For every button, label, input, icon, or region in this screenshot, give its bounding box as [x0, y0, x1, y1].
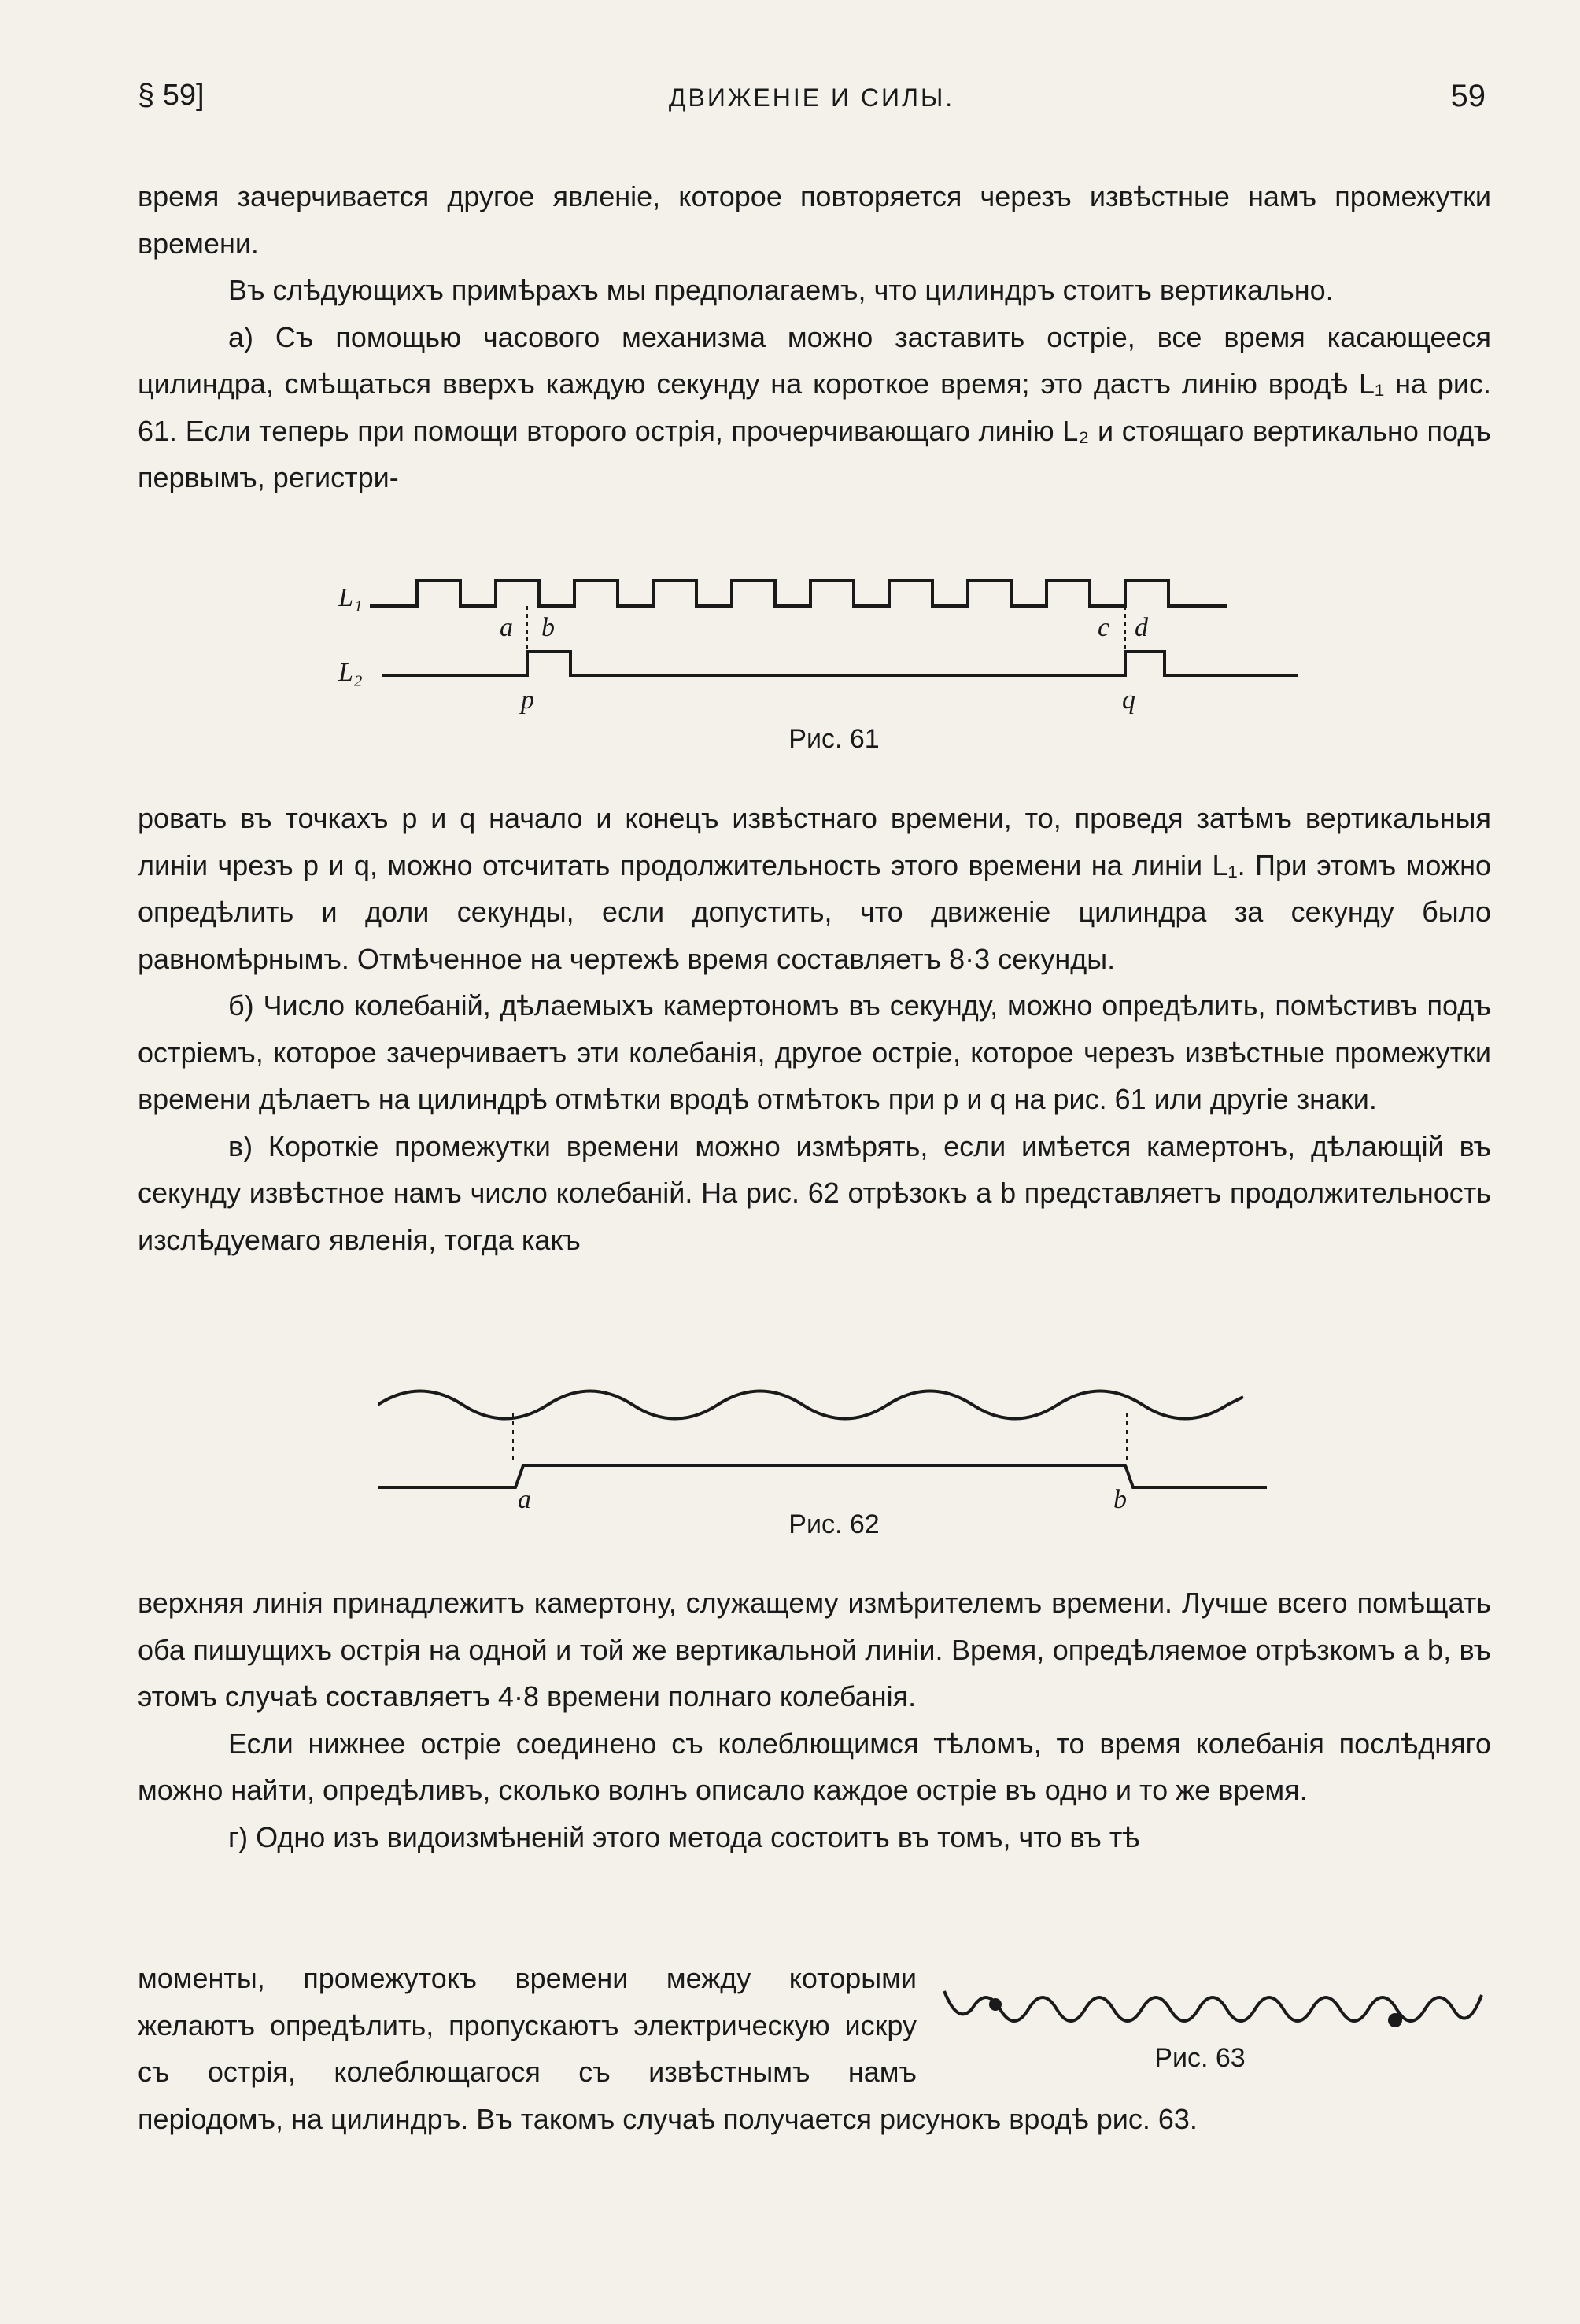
text-block-2 — [138, 795, 1491, 1263]
paragraph: верхняя линія принадлежитъ камертону, служащему измѣрителемъ времени. Лучше всего помѣщать оба пишущихъ острія на одной и той же вертикальной линіи. Время, опредѣляемое отрѣзкомъ a b, въ этомъ случаѣ составляетъ 4·8 времени полнаго колебанія. — [138, 1587, 1491, 1713]
text-block-1 — [138, 173, 1491, 501]
page-number: 59 — [1450, 79, 1486, 113]
running-title: ДВИЖЕНІЕ И СИЛЫ. — [668, 83, 955, 112]
label-c: c — [1098, 613, 1110, 642]
label-b: b — [1113, 1485, 1127, 1511]
paragraph: Если нижнее остріе соединено съ колеблющимся тѣломъ, то время колебанія послѣдняго можно найти, опредѣливъ, сколько волнъ описало каждое остріе въ одно и то же время. — [138, 1727, 1491, 1806]
section-marker: § 59] — [138, 79, 205, 112]
label-b: b — [541, 613, 555, 642]
figure-63 — [940, 1971, 1491, 2042]
paragraph: время зачерчивается другое явленіе, которое повторяется черезъ извѣстные намъ промежутки времени. — [138, 180, 1491, 260]
line-l2-trace — [382, 652, 1298, 675]
figure-61-caption: Рис. 61 — [788, 724, 880, 754]
line-l1-trace — [370, 581, 1227, 606]
spark-mark-start — [989, 1998, 1002, 2011]
paragraph: Въ слѣдующихъ примѣрахъ мы предполагаемъ, что цилиндръ стоитъ вертикально. — [228, 274, 1334, 306]
figure-62-caption: Рис. 62 — [788, 1509, 880, 1539]
paragraph: моменты, промежутокъ времени между которыми желаютъ опредѣлить, пропускаютъ электрическую искру съ острія, колеблющагося съ извѣстнымъ намъ періодомъ, на цилиндръ. Въ такомъ случаѣ получается рисунокъ вродѣ рис. 63. — [138, 1962, 1198, 2135]
spark-mark-end — [1388, 2013, 1402, 2027]
label-p: p — [521, 685, 534, 715]
label-q: q — [1122, 685, 1135, 715]
paragraph: а) Съ помощью часового механизма можно заставить остріе, все время касающееся цилиндра, смѣщаться вверхъ каждую секунду на короткое время; это дастъ линію вродѣ L₁ на рис. 61. Если теперь при помощи второго острія, прочерчивающаго линію L₂ и стоящаго вертикально подъ первымъ, регистри- — [138, 320, 1491, 493]
tuning-fork-wave — [378, 1391, 1243, 1419]
paragraph: ровать въ точкахъ p и q начало и конецъ извѣстнаго времени, то, проведя затѣмъ вертикальныя линіи чрезъ p и q, можно отсчитать продолжительность этого времени на линіи L₁. При этомъ можно опредѣлить и доли секунды, если допустить, что движеніе цилиндра за секунду было равномѣрнымъ. Отмѣченное на чертежѣ время составляетъ 8·3 секунды. — [138, 802, 1491, 975]
running-header — [138, 79, 1486, 126]
paragraph: б) Число колебаній, дѣлаемыхъ камертономъ въ секунду, можно опредѣлить, помѣстивъ подъ остріемъ, которое зачерчиваетъ эти колебанія, другое остріе, которое черезъ извѣстные промежутки времени дѣлаетъ на цилиндрѣ отмѣтки вродѣ отмѣтокъ при p и q на рис. 61 или другіе знаки. — [138, 989, 1491, 1115]
figure-61 — [338, 559, 1306, 724]
label-a: a — [518, 1485, 531, 1511]
label-d: d — [1135, 613, 1148, 642]
paragraph: г) Одно изъ видоизмѣненій этого метода состоитъ въ томъ, что въ тѣ — [228, 1820, 1140, 1853]
label-l2: L₂ — [338, 658, 363, 687]
figure-62 — [378, 1377, 1283, 1511]
event-trace — [378, 1465, 1267, 1487]
paragraph: в) Короткіе промежутки времени можно измѣрять, если имѣется камертонъ, дѣлающій въ секунду извѣстное намъ число колебаній. На рис. 62 отрѣзокъ a b представляетъ продолжительность изслѣдуемаго явленія, тогда какъ — [138, 1129, 1491, 1256]
label-a: a — [500, 613, 513, 642]
figure-63-caption: Рис. 63 — [1154, 2043, 1246, 2073]
text-block-3 — [138, 1580, 1491, 1860]
label-l1: L₁ — [338, 583, 363, 612]
